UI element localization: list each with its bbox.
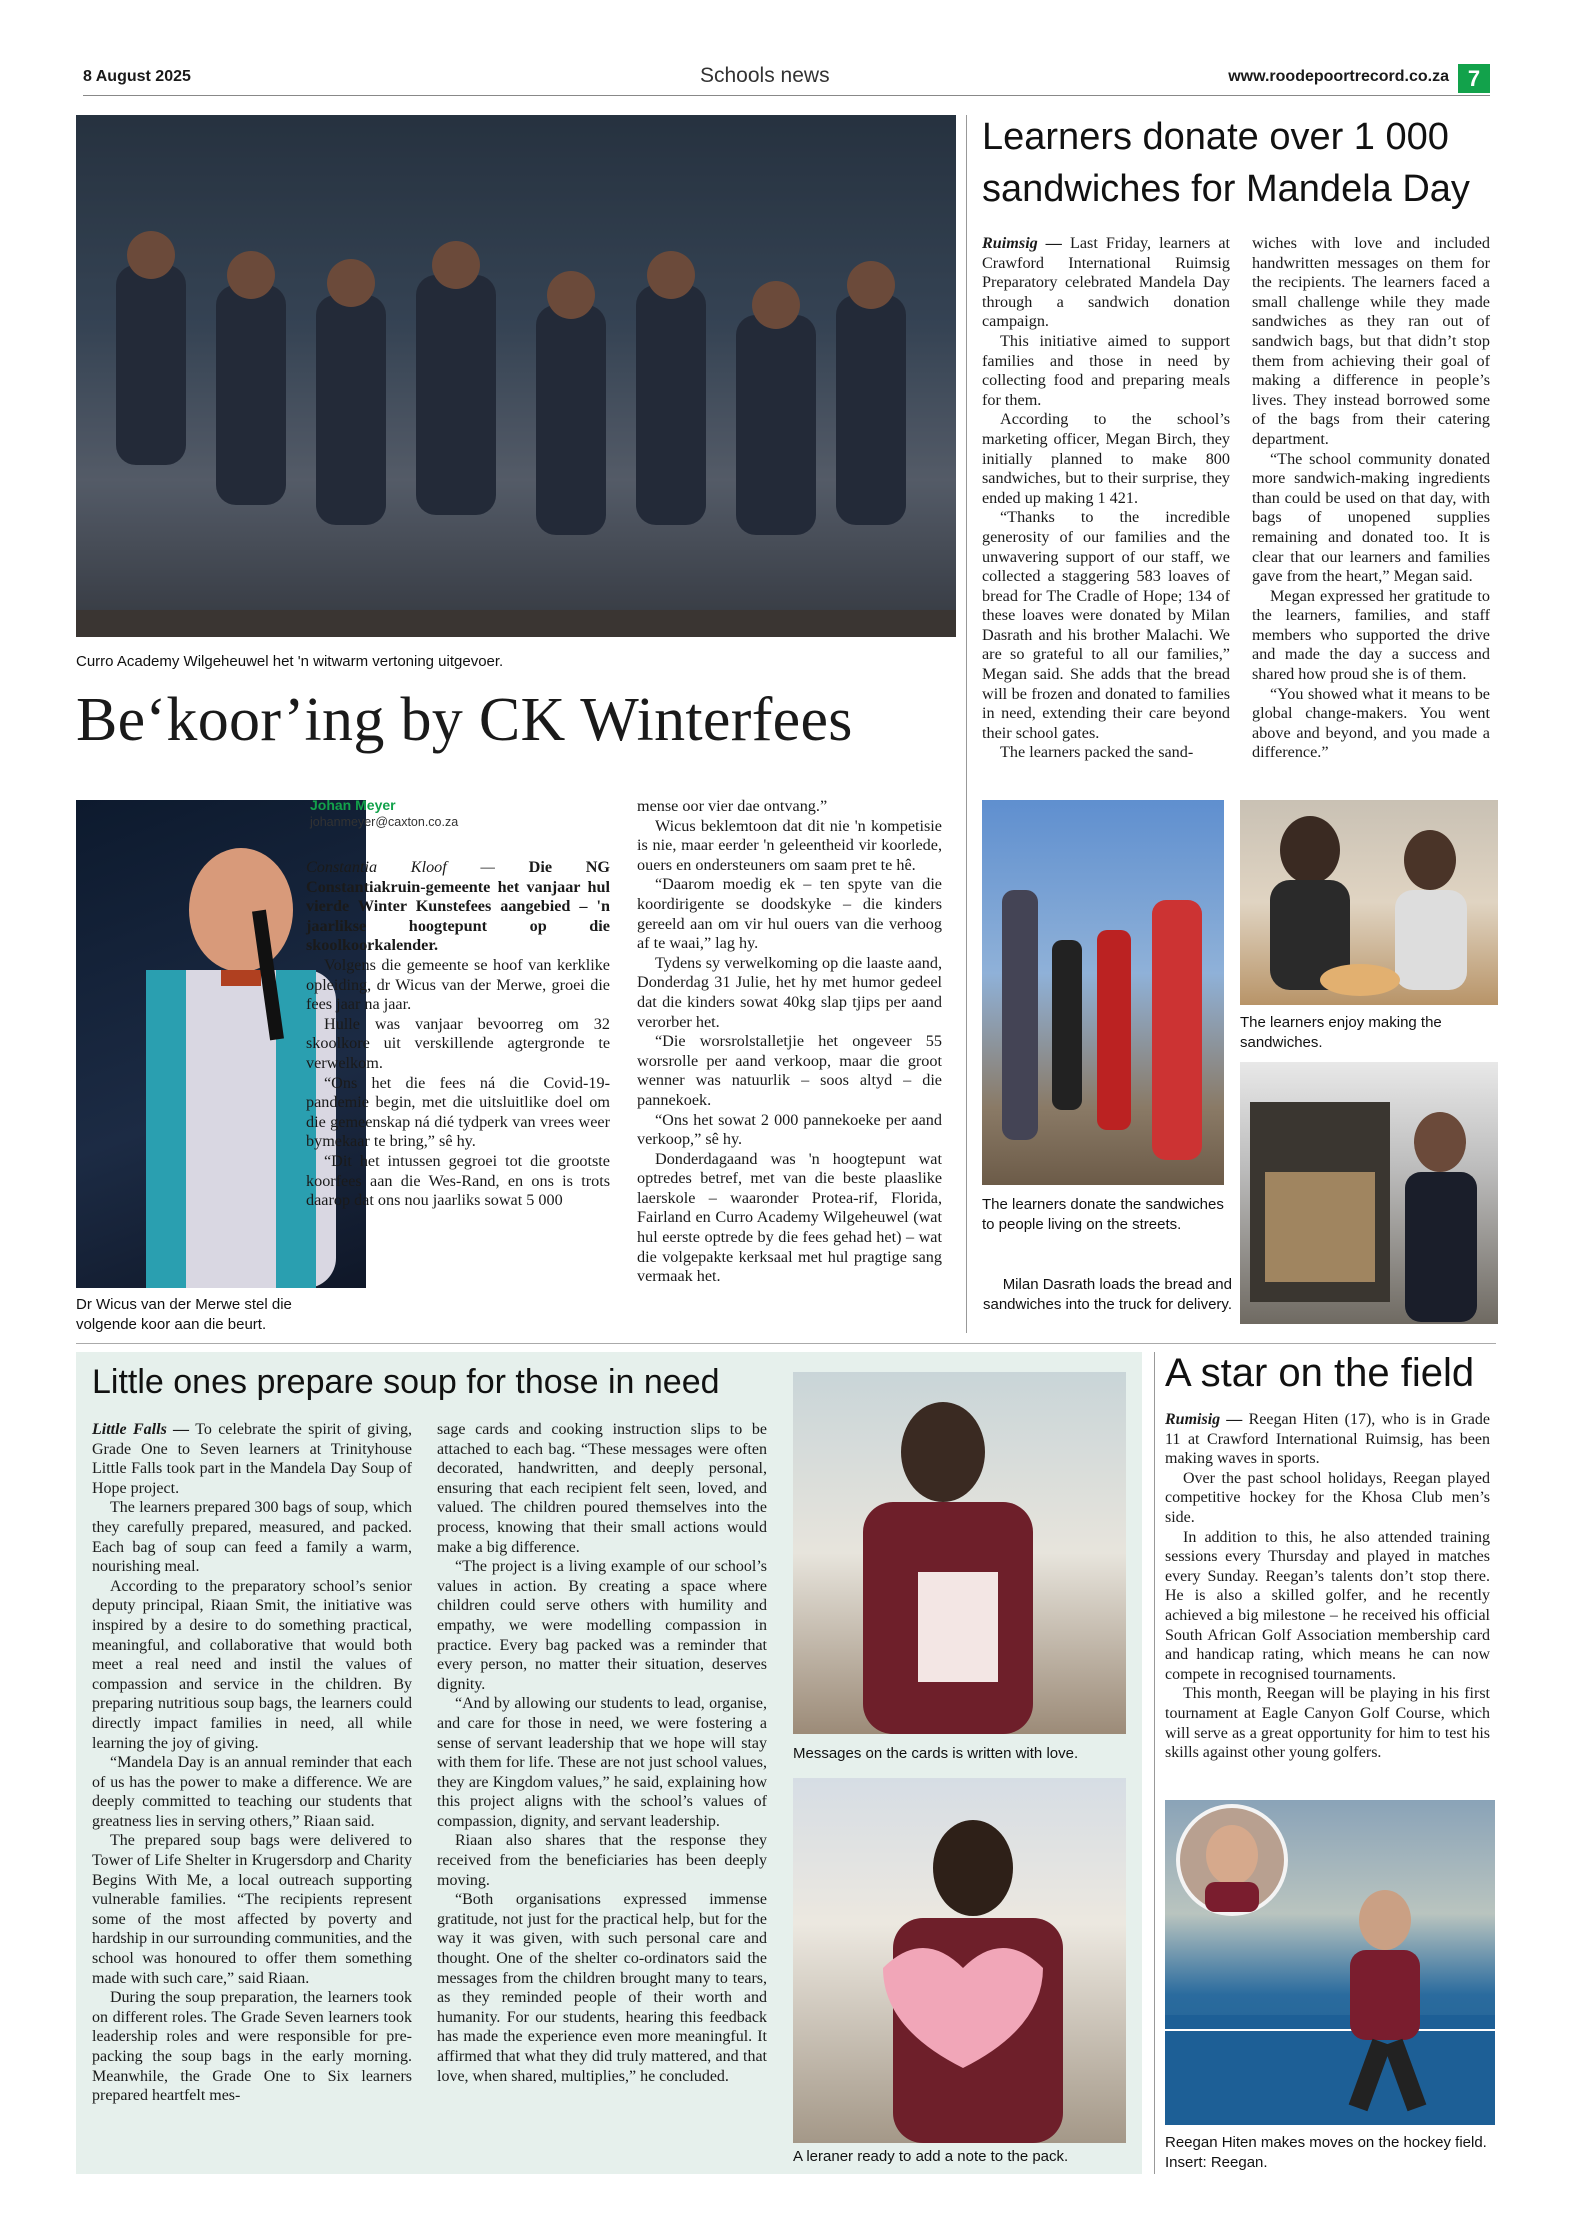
header-rule (83, 95, 1490, 96)
koor-col2-p4: Tydens sy verwelkoming op die laaste aand, Donderdag 31 Julie, het hy met humor gedeel dat die kinders sowat 40kg slap tjips per aand verorber het. (637, 953, 942, 1031)
koor-col1-p3: “Ons het die fees ná die Covid-19-pandemie begin, met die uitsluitlike doel om die gemeenskap ná dié tydperk van vrees weer bymekaar te bring,” sê hy. (306, 1073, 610, 1151)
section-rule (76, 1343, 1496, 1344)
star-headline: A star on the field (1165, 1351, 1475, 1395)
koor-headline: Be‘koor’ing by CK Winterfees (76, 686, 853, 754)
author-name: Johan Meyer (310, 797, 396, 813)
learner-note-photo (793, 1778, 1126, 2143)
author-email: johanmeyer@caxton.co.za (310, 815, 459, 829)
sandwich-col1-p4: “Thanks to the incredible generosity of our families and the unwavering support of our staff, we collected a staggering 583 loaves of bread for The Cradle of Hope; 134 of these loaves were donated by Milan Dasrath and his brother Malachi. We are so grateful to all our families,” Megan said. She adds that the bread will be frozen and donated to families in need, extending their care beyond their school gates. (982, 508, 1230, 742)
koor-col1-p1: Volgens die gemeente se hoof van kerklike opleiding, dr Wicus van der Merwe, groei die fees jaar na jaar. (306, 955, 610, 1014)
koor-col2-p2: Wicus beklemtoon dat dit nie 'n kompetisie is nie, maar eerder 'n geleentheid vir koorlede, ouers en ondersteuners om saam pret te hê. (637, 816, 942, 874)
sandwich-column-1 (982, 234, 1230, 763)
hockey-caption: Reegan Hiten makes moves on the hockey field. Insert: Reegan. (1165, 2134, 1487, 2171)
message-cards-caption: Messages on the cards is written with love. (793, 1745, 1079, 1762)
wicus-portrait-caption: Dr Wicus van der Merwe stel die volgende koor aan die beurt. (76, 1296, 292, 1333)
sandwich-headline-line1: Learners donate over 1 000 (982, 116, 1449, 158)
soup-column-1 (92, 1420, 412, 2106)
sandwich-column-2 (1252, 234, 1490, 763)
soup-col2-p1: sage cards and cooking instruction slips to be attached to each bag. “These messages were often decorated, handwritten, and deeply personal, ensuring that each recipient felt seen, loved, and valued. The children poured themselves into the process, knowing that their small actions would make a big difference. (437, 1421, 767, 1556)
sandwich-headline-line2: sandwiches for Mandela Day (982, 168, 1470, 210)
making-sandwiches-photo (1240, 800, 1498, 1005)
learner-note-caption: A leraner ready to add a note to the pack. (793, 2148, 1069, 2165)
star-p3: In addition to this, he also attended training sessions every Thursday and played in matches every Sunday. Reegan’s talents don’t stop there. He is also a skilled golfer, and he recently achieved a big milestone – he received his official South African Golf Association membership card and handicap rating, which means he can now compete in recognised tournaments. (1165, 1528, 1490, 1683)
koor-col2-p6: “Ons het sowat 2 000 pannekoeke per aand verkoop,” sê hy. (637, 1110, 942, 1149)
star-column (1165, 1410, 1490, 1763)
sandwich-col2-p2: “The school community donated more sandwich-making ingredients than could be used on that day, with bags of unopened supplies remaining and donated too. It is clear that our learners and families gave from the heart,” Megan said. (1252, 449, 1490, 586)
section-name: Schools news (700, 64, 830, 87)
soup-col2-p2: “The project is a living example of our school’s values in action. By creating a space where children could serve others with humility and empathy, we were modelling compassion in practice. Every bag packed was a reminder that every person, no matter their situation, deserves dignity. (437, 1558, 767, 1693)
soup-col1-p6: During the soup preparation, the learners took on different roles. The Grade Seven learners took leadership roles and were responsible for pre-packing the soup bags in the early morning. Meanwhile, the Grade One to Six learners prepared heartfelt mes- (92, 1989, 412, 2105)
choir-photo (76, 115, 956, 637)
hockey-photo (1165, 1800, 1495, 2125)
sandwich-col2-p4: “You showed what it means to be global change-makers. You went above and beyond, and you made a difference.” (1252, 684, 1490, 762)
sandwich-col1-p3: According to the school’s marketing officer, Megan Birch, they initially planned to make 800 sandwiches, but to their surprise, they ended up making 1 421. (982, 410, 1230, 507)
soup-column-2 (437, 1420, 767, 2086)
soup-col1-p5: The prepared soup bags were delivered to Tower of Life Shelter in Krugersdorp and Charity Begins With Me, a local outreach supporting vulnerable families. “The recipients represent some of the most affected by poverty and hardship in our surrounding communities, and the school was honoured to offer them something made with such care,” said Riaan. (92, 1832, 412, 1987)
koor-column-2 (637, 797, 942, 1287)
koor-col2-p7: Donderdagaand was 'n hoogtepunt wat optredes betref, met van die beste plaaslike laerskole – waaronder Protea-rif, Florida, Fairland en Curro Academy Wilgeheuwel (wat hul eerste optrede by die fees gehad het) – wat die volgepakte kerksaal met hul pragtige sang vermaak het. (637, 1149, 942, 1286)
soup-col2-p3: “And by allowing our students to lead, organise, and care for those in need, we were fostering a sense of servant leadership that we hope will stay with them for life. These are not just school values, they are Kingdom values,” he said, explaining how this project aligns with the school’s values of compassion, dignity, and servant leadership. (437, 1695, 767, 1830)
sandwich-col1-p5: The learners packed the sand- (1000, 743, 1194, 762)
star-p1: Reegan Hiten (17), who is in Grade 11 at Crawford International Ruimsig, has been making waves in sports. (1165, 1411, 1491, 1468)
soup-col2-p5: “Both organisations expressed immense gratitude, not just for the practical help, but for the way it was given, with such personal care and thought. One of the shelter co-ordinators said the messages from the children brought many to tears, as they reminded people of their worth and humanity. For our students, hearing this feedback has made the experience even more meaningful. It affirmed that what they did truly mattered, and that love, when shared, multiplies,” he concluded. (437, 1891, 767, 2085)
koor-col1-p2: Hulle was vanjaar bevoorreg om 32 skoolkore uit verskillende agtergronde te verwelkom. (306, 1014, 610, 1072)
koor-col2-p1: mense oor vier dae ontvang.” (637, 797, 828, 815)
star-dateline: Rumisig — (1165, 1411, 1243, 1428)
choir-photo-caption: Curro Academy Wilgeheuwel het 'n witwarm vertoning uitgevoer. (76, 653, 504, 670)
soup-col1-p4: “Mandela Day is an annual reminder that each of us has the power to make a difference. We are deeply committed to teaching our students that greatness lies in serving others,” Riaan said. (92, 1754, 412, 1830)
star-divider (1154, 1352, 1155, 2174)
star-p2: Over the past school holidays, Reegan played competitive hockey for the Khosa Club men’s side. (1165, 1469, 1490, 1526)
soup-col1-p1: To celebrate the spirit of giving, Grade One to Seven learners at Trinityhouse Little Falls took part in the Mandela Day Soup of Hope project. (92, 1421, 412, 1497)
column-divider (966, 115, 967, 1333)
koor-col2-p5: “Die worsrolstalletjie het ongeveer 55 worsrolle per aand verkoop, maar die groot wenner was natuurlik – soos altyd – die pannekoek. (637, 1032, 942, 1109)
soup-dateline: Little Falls — (92, 1421, 190, 1438)
koor-col1-p4: “Dit het intussen gegroei tot die grootste koorfees aan die Wes-Rand, en ons is trots daarop dat ons nou jaarliks sowat 5 000 (306, 1151, 610, 1210)
soup-headline: Little ones prepare soup for those in need (92, 1363, 720, 1401)
koor-column-1 (306, 858, 610, 1211)
message-cards-photo (793, 1372, 1126, 1734)
soup-col1-p2: The learners prepared 300 bags of soup, which they carefully prepared, measured, and packed. Each bag of soup can feed a family a warm, nourishing meal. (92, 1499, 412, 1576)
truck-loading-photo (1240, 1062, 1498, 1324)
soup-col2-p4: Riaan also shares that the response they received from the beneficiaries has been deeply moving. (437, 1832, 767, 1889)
street-donation-photo (982, 800, 1224, 1185)
koor-lead: Die NG Constantiakruin-gemeente het vanjaar hul vierde Winter Kunstefees aangebied – 'n jaarlikse hoogtepunt op die skoolkoorkalender. (306, 858, 611, 955)
koor-dateline: Constantia Kloof — (306, 858, 495, 876)
page-date: 8 August 2025 (83, 68, 191, 85)
street-donation-caption: The learners donate the sandwiches to people living on the streets. (982, 1196, 1224, 1233)
soup-col1-p3: According to the preparatory school’s senior deputy principal, Riaan Smit, the initiative was inspired by a desire to do something practical, meaningful, and collaborative that would both meet a real need and instil the values of compassion and service in the children. By preparing nutritious soup bags, the learners could directly impact families in need, all while learning the joy of giving. (92, 1577, 412, 1752)
sandwich-dateline: Ruimsig — (982, 234, 1062, 252)
koor-col2-p3: “Daarom moedig ek – ten spyte van die koordirigente se doodskyke – die kinders gereeld aan om vir hul ouers van die verhoog af te waai,” lag hy. (637, 875, 942, 953)
star-p4: This month, Reegan will be playing in his first tournament at Eagle Canyon Golf Course, which will serve as a great opportunity for him to test his skills against other young golfers. (1165, 1685, 1490, 1762)
sandwich-col2-p1: wiches with love and included handwritten messages on them for the recipients. The learners faced a small challenge while they made sandwiches as they ran out of sandwich bags, but that didn’t stop them from achieving their goal of making a difference in people’s lives. They instead borrowed some of the bags from their catering department. (1252, 234, 1490, 448)
sandwich-col1-p2: This initiative aimed to support families and those in need by collecting food and preparing meals for them. (982, 331, 1230, 409)
making-sandwiches-caption: The learners enjoy making the sandwiches. (1240, 1014, 1442, 1051)
sandwich-col2-p3: Megan expressed her gratitude to the learners, families, and staff members who supported the drive and made the day a success and shared how proud she is of them. (1252, 586, 1490, 684)
truck-loading-caption: Milan Dasrath loads the bread and sandwiches into the truck for delivery. (982, 1276, 1232, 1313)
sandwich-col1-p1: Last Friday, learners at Crawford International Ruimsig Preparatory celebrated Mandela Day through a sandwich donation campaign. (982, 234, 1230, 331)
page-number: 7 (1458, 64, 1490, 93)
site-url: www.roodepoortrecord.co.za (1228, 68, 1449, 85)
